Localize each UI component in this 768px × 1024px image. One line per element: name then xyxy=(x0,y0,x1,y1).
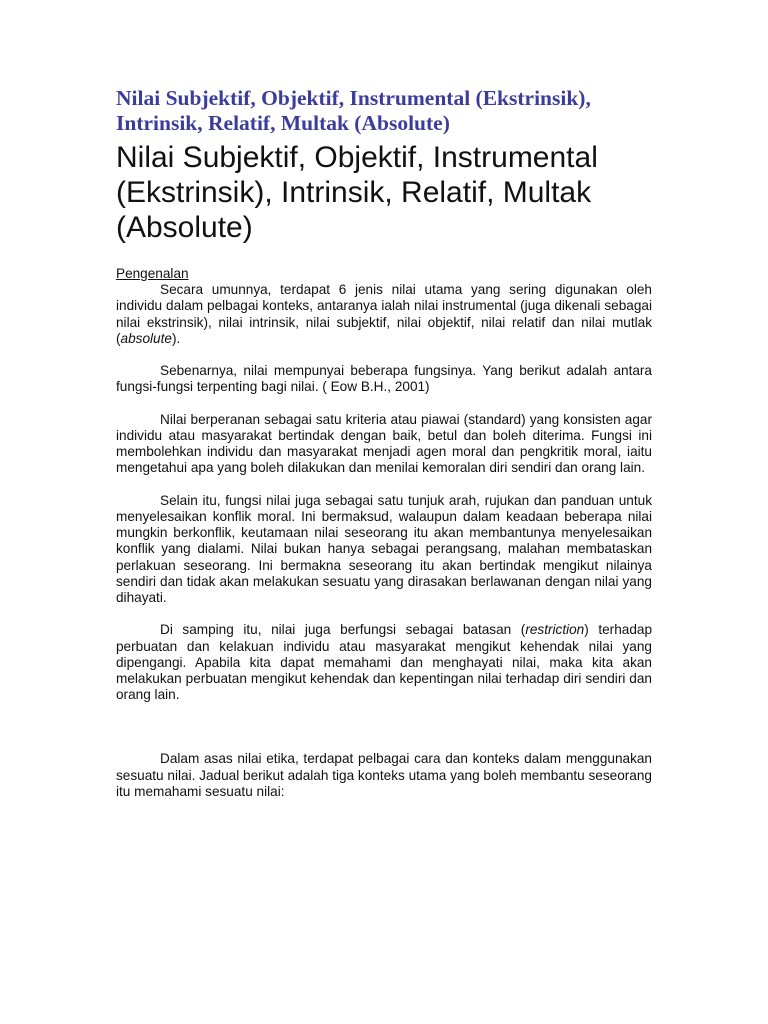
page-title xyxy=(116,140,656,245)
section-heading: Pengenalan xyxy=(116,266,189,281)
paragraph-5 xyxy=(116,622,652,703)
document-body xyxy=(116,266,652,800)
blue-title-line-2: Intrinsik, Relatif, Multak (Absolute) xyxy=(116,111,450,135)
page-title-line-3: (Absolute) xyxy=(116,211,253,244)
paragraph-1-italic: absolute xyxy=(120,330,172,346)
paragraph-1-text: Secara umunnya, terdapat 6 jenis nilai utama yang sering digunakan oleh individu dalam pelbagai konteks, antaranya ialah nilai instrumental (juga dikenali sebagai nilai ekstrinsik), nilai intrinsik, nilai subjektif, nilai objektif, nilai relatif dan nilai mutlak ( xyxy=(116,282,652,346)
paragraph-4: Selain itu, fungsi nilai juga sebagai satu tunjuk arah, rujukan dan panduan untuk menyelesaikan konflik moral. Ini bermaksud, walaupun dalam keadaan beberapa nilai mungkin berkonflik, keutamaan nilai seseorang itu akan membantunya menyelesaikan konflik yang dialami. Nilai bukan hanya sebagai perangsang, malahan membataskan perlakuan seseorang. Ini bermakna seseorang itu akan bertindak mengikut nilainya sendiri dan tidak akan melakukan sesuatu yang dirasakan berlawanan dengan nilai yang dihayati. xyxy=(116,492,652,606)
blue-title xyxy=(116,86,656,136)
paragraph-5-italic: restriction xyxy=(525,622,585,638)
blue-title-line-1: Nilai Subjektif, Objektif, Instrumental (Ekstrinsik), xyxy=(116,86,591,110)
paragraph-1-end: ). xyxy=(171,330,181,346)
page-title-line-1: Nilai Subjektif, Objektif, Instrumental xyxy=(116,141,598,174)
paragraph-2: Sebenarnya, nilai mempunyai beberapa fungsinya. Yang berikut adalah antara fungsi-fungsi terpenting bagi nilai. ( Eow B.H., 2001) xyxy=(116,363,652,395)
paragraph-5-end: ) terhadap perbuatan dan kelakuan individu atau masyarakat mengikut kehendak nilai yang dipengangi. Apabila kita dapat memahami dan menghayati nilai, maka kita akan melakukan perbuatan mengikut kehendak dan kepentingan nilai terhadap diri sendiri dan orang lain. xyxy=(116,622,653,703)
paragraph-6: Dalam asas nilai etika, terdapat pelbagai cara dan konteks dalam menggunakan sesuatu nilai. Jadual berikut adalah tiga konteks utama yang boleh membantu seseorang itu memahami sesuatu nilai: xyxy=(116,751,652,799)
page-title-line-2: (Ekstrinsik), Intrinsik, Relatif, Multak xyxy=(116,176,592,209)
paragraph-3: Nilai berperanan sebagai satu kriteria atau piawai (standard) yang konsisten agar individu atau masyarakat bertindak dengan baik, betul dan boleh diterima. Fungsi ini membolehkan individu dan masyarakat menjadi agen moral dan pengkritik moral, iaitu mengetahui apa yang boleh dilakukan dan menilai kemoralan diri sendiri dan orang lain. xyxy=(116,411,652,476)
paragraph-5-text: Di samping itu, nilai juga berfungsi sebagai batasan ( xyxy=(160,622,526,638)
paragraph-1 xyxy=(116,282,652,347)
